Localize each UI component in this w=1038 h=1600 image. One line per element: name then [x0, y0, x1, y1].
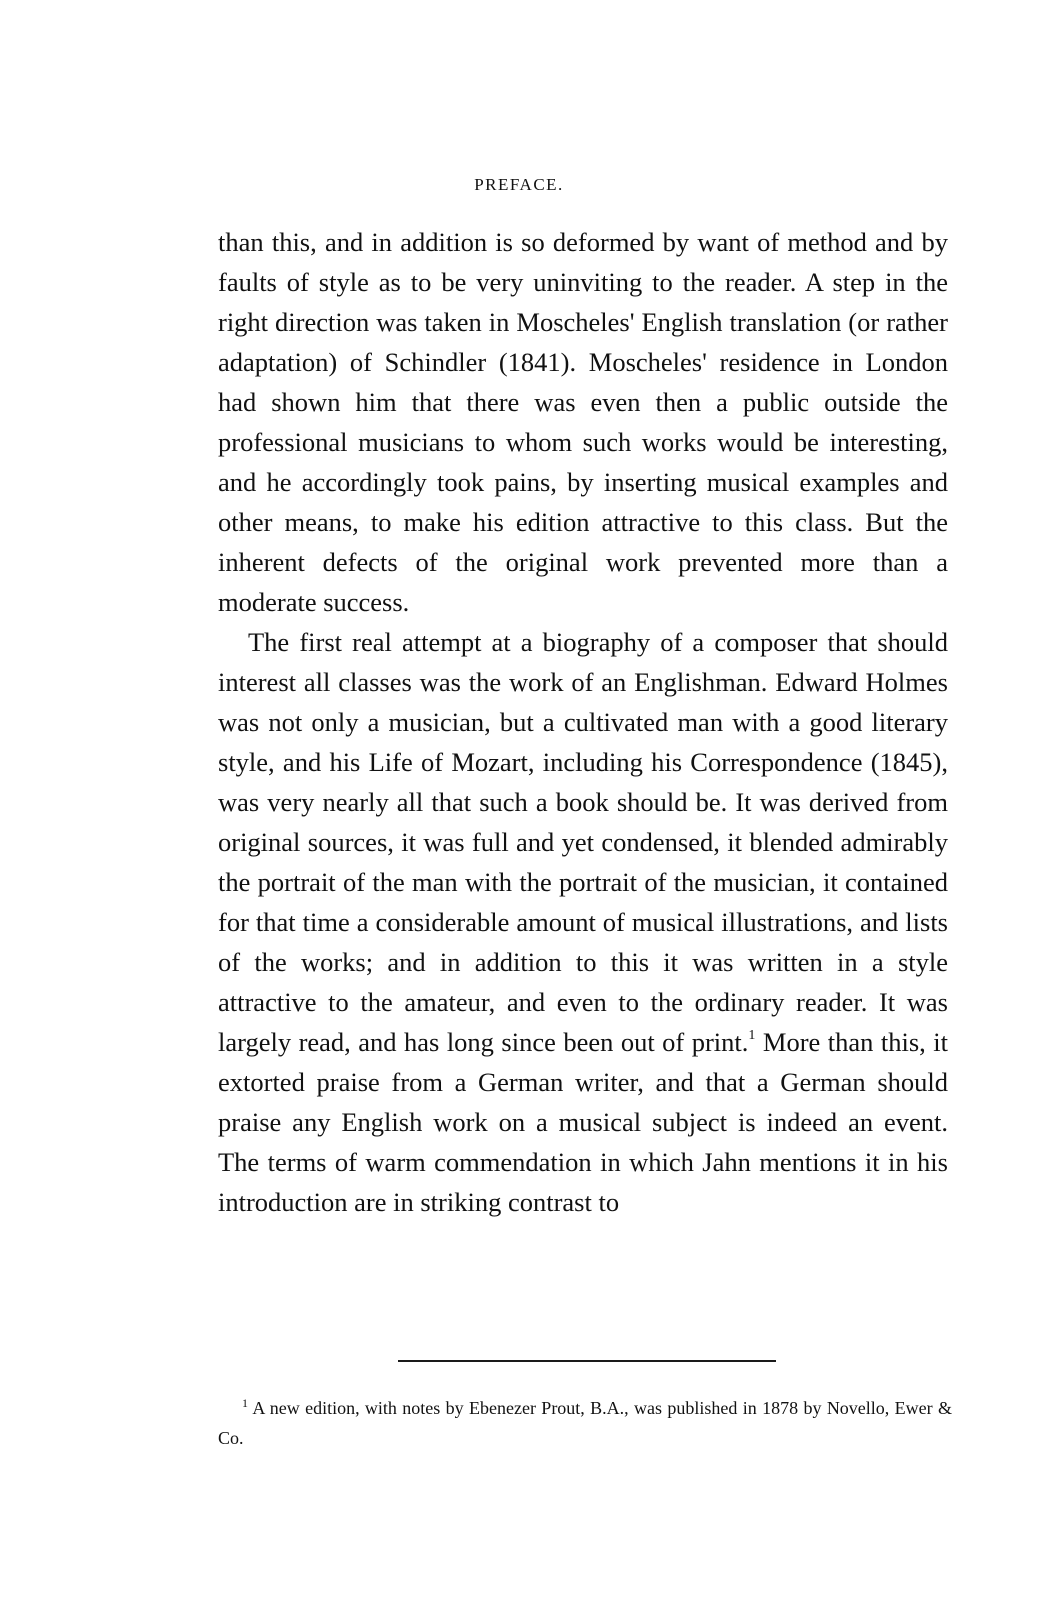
- paragraph-text-after-note: More than this, it extorted praise from a German writer, and that a German should praise any English work on a musical subject is indeed an event. The terms of warm commendation in which Jahn mentions it in his introduction are in striking contrast to: [218, 1027, 948, 1217]
- footnote: [218, 1393, 952, 1453]
- footnote-reference: 1: [748, 1028, 756, 1043]
- footnote-divider: [398, 1360, 776, 1362]
- main-text: [218, 222, 948, 1222]
- footnote-mark: 1: [242, 1396, 248, 1410]
- footnote-text: A new edition, with notes by Ebenezer Prout, B.A., was published in 1878 by Novello, Ewer & Co.: [218, 1398, 952, 1448]
- paragraph-text-before-note: The first real attempt at a biography of a composer that should interest all classes was the work of an Englishman. Edward Holmes was not only a musician, but a cultivated man with a good literary style, and his Life of Mozart, including his Correspondence (1845), was very nearly all that such a book should be. It was derived from original sources, it was full and yet condensed, it blended admirably the portrait of the man with the portrait of the musician, it contained for that time a considerable amount of musical illustrations, and lists of the works; and in addition to this it was written in a style attractive to the amateur, and even to the ordinary reader. It was largely read, and has long since been out of print.: [218, 627, 948, 1057]
- running-title: PREFACE.: [474, 175, 564, 194]
- paragraph-holmes: [218, 622, 948, 1222]
- paragraph-continued: than this, and in addition is so deformed by want of method and by faults of style as to be very uninviting to the reader. A step in the right direction was taken in Moscheles' English translation (or rather adaptation) of Schindler (1841). Moscheles' residence in London had shown him that there was even then a public outside the professional musicians to whom such works would be interesting, and he accordingly took pains, by inserting musical examples and other means, to make his edition attractive to this class. But the inherent defects of the original work prevented more than a moderate success.: [218, 227, 948, 617]
